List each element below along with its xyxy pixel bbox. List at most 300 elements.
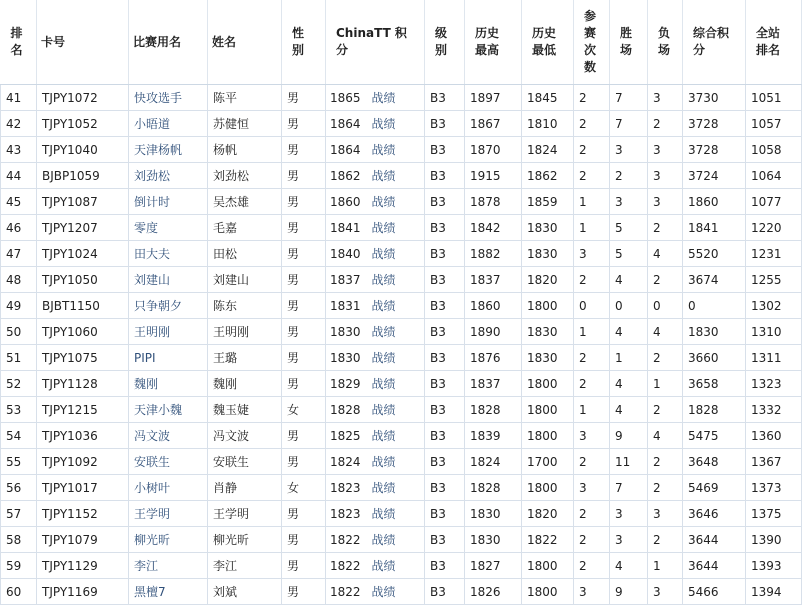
combined-score-cell: 3646 (683, 501, 746, 527)
matches-cell: 2 (574, 527, 610, 553)
wins-cell: 4 (610, 319, 648, 345)
gender-cell: 男 (282, 553, 326, 579)
gender-cell: 男 (282, 423, 326, 449)
hist-low-cell: 1830 (522, 241, 574, 267)
card-number-cell: TJPY1207 (37, 215, 129, 241)
matches-cell: 1 (574, 215, 610, 241)
wins-cell: 7 (610, 475, 648, 501)
gender-cell: 男 (282, 111, 326, 137)
level-cell: B3 (425, 553, 465, 579)
card-number-cell: TJPY1079 (37, 527, 129, 553)
table-body (1, 85, 802, 605)
score-cell (326, 111, 425, 137)
rank-cell: 47 (1, 241, 37, 267)
hist-high-cell: 1830 (465, 501, 522, 527)
site-rank-cell: 1360 (746, 423, 802, 449)
real-name-cell: 苏健恒 (208, 111, 282, 137)
score-value: 1822 (330, 559, 361, 573)
gender-cell: 男 (282, 527, 326, 553)
hist-low-cell: 1800 (522, 579, 574, 605)
rank-cell: 58 (1, 527, 37, 553)
hist-low-cell: 1800 (522, 553, 574, 579)
losses-cell: 4 (648, 319, 683, 345)
match-name-link[interactable]: 零度 (129, 215, 208, 241)
losses-cell: 2 (648, 527, 683, 553)
gender-cell: 女 (282, 397, 326, 423)
combined-score-cell: 5475 (683, 423, 746, 449)
table-row (1, 371, 802, 397)
matches-cell: 2 (574, 85, 610, 111)
site-rank-cell: 1332 (746, 397, 802, 423)
hist-high-cell: 1837 (465, 371, 522, 397)
gender-cell: 男 (282, 189, 326, 215)
hist-high-cell: 1826 (465, 579, 522, 605)
record-link[interactable]: 战绩 (371, 143, 396, 157)
losses-cell: 2 (648, 449, 683, 475)
table-row (1, 527, 802, 553)
hist-high-cell: 1830 (465, 527, 522, 553)
header-match-name: 比赛用名 (129, 0, 208, 85)
record-link[interactable]: 战绩 (371, 351, 396, 365)
losses-cell: 4 (648, 423, 683, 449)
header-wins: 胜 场 (610, 0, 648, 85)
match-name-link[interactable]: 天津小魏 (129, 397, 208, 423)
table-header (1, 0, 802, 85)
table-row (1, 475, 802, 501)
real-name-cell: 魏玉婕 (208, 397, 282, 423)
record-link[interactable]: 战绩 (371, 117, 396, 131)
level-cell: B3 (425, 449, 465, 475)
gender-cell: 男 (282, 319, 326, 345)
hist-high-cell: 1837 (465, 267, 522, 293)
hist-high-cell: 1839 (465, 423, 522, 449)
losses-cell: 2 (648, 397, 683, 423)
site-rank-cell: 1323 (746, 371, 802, 397)
card-number-cell: BJBT1150 (37, 293, 129, 319)
site-rank-cell: 1375 (746, 501, 802, 527)
combined-score-cell: 3724 (683, 163, 746, 189)
level-cell: B3 (425, 111, 465, 137)
record-link[interactable]: 战绩 (371, 403, 396, 417)
real-name-cell: 刘建山 (208, 267, 282, 293)
wins-cell: 3 (610, 501, 648, 527)
matches-cell: 2 (574, 449, 610, 475)
losses-cell: 1 (648, 371, 683, 397)
hist-low-cell: 1820 (522, 501, 574, 527)
combined-score-cell: 5466 (683, 579, 746, 605)
site-rank-cell: 1310 (746, 319, 802, 345)
gender-cell: 男 (282, 579, 326, 605)
match-name-link[interactable]: 刘建山 (129, 267, 208, 293)
site-rank-cell: 1367 (746, 449, 802, 475)
hist-high-cell: 1890 (465, 319, 522, 345)
header-gender: 性 别 (282, 0, 326, 85)
wins-cell: 4 (610, 397, 648, 423)
rank-cell: 51 (1, 345, 37, 371)
wins-cell: 1 (610, 345, 648, 371)
combined-score-cell: 5520 (683, 241, 746, 267)
rank-cell: 41 (1, 85, 37, 111)
header-combined: 综合积 分 (683, 0, 746, 85)
level-cell: B3 (425, 527, 465, 553)
combined-score-cell: 3644 (683, 553, 746, 579)
hist-low-cell: 1800 (522, 475, 574, 501)
losses-cell: 3 (648, 85, 683, 111)
score-cell (326, 319, 425, 345)
matches-cell: 2 (574, 501, 610, 527)
score-value: 1830 (330, 325, 361, 339)
record-link[interactable]: 战绩 (371, 221, 396, 235)
combined-score-cell: 3728 (683, 137, 746, 163)
score-cell (326, 449, 425, 475)
header-rank: 排 名 (1, 0, 37, 85)
wins-cell: 4 (610, 267, 648, 293)
combined-score-cell: 3730 (683, 85, 746, 111)
match-name-link[interactable]: 田大夫 (129, 241, 208, 267)
real-name-cell: 王学明 (208, 501, 282, 527)
match-name-link[interactable]: 小晤道 (129, 111, 208, 137)
rank-cell: 49 (1, 293, 37, 319)
real-name-cell: 冯文波 (208, 423, 282, 449)
combined-score-cell: 1860 (683, 189, 746, 215)
level-cell: B3 (425, 345, 465, 371)
gender-cell: 男 (282, 85, 326, 111)
losses-cell: 2 (648, 475, 683, 501)
card-number-cell: TJPY1092 (37, 449, 129, 475)
gender-cell: 男 (282, 501, 326, 527)
record-link[interactable]: 战绩 (371, 377, 396, 391)
table-row (1, 501, 802, 527)
level-cell: B3 (425, 397, 465, 423)
real-name-cell: 吴杰雄 (208, 189, 282, 215)
record-link[interactable]: 战绩 (371, 455, 396, 469)
rank-cell: 43 (1, 137, 37, 163)
hist-high-cell: 1870 (465, 137, 522, 163)
score-cell (326, 215, 425, 241)
match-name-link[interactable]: 冯文波 (129, 423, 208, 449)
table-row (1, 189, 802, 215)
losses-cell: 3 (648, 501, 683, 527)
real-name-cell: 刘劲松 (208, 163, 282, 189)
matches-cell: 1 (574, 319, 610, 345)
hist-low-cell: 1830 (522, 215, 574, 241)
matches-cell: 2 (574, 111, 610, 137)
table-row (1, 397, 802, 423)
site-rank-cell: 1058 (746, 137, 802, 163)
losses-cell: 2 (648, 345, 683, 371)
level-cell: B3 (425, 189, 465, 215)
site-rank-cell: 1302 (746, 293, 802, 319)
hist-high-cell: 1828 (465, 397, 522, 423)
table-row (1, 111, 802, 137)
combined-score-cell: 3658 (683, 371, 746, 397)
card-number-cell: TJPY1128 (37, 371, 129, 397)
wins-cell: 3 (610, 189, 648, 215)
score-value: 1840 (330, 247, 361, 261)
record-link[interactable]: 战绩 (371, 247, 396, 261)
record-link[interactable]: 战绩 (371, 507, 396, 521)
level-cell: B3 (425, 137, 465, 163)
matches-cell: 2 (574, 137, 610, 163)
losses-cell: 2 (648, 111, 683, 137)
hist-low-cell: 1800 (522, 397, 574, 423)
site-rank-cell: 1311 (746, 345, 802, 371)
hist-low-cell: 1820 (522, 267, 574, 293)
record-link[interactable]: 战绩 (371, 559, 396, 573)
combined-score-cell: 3660 (683, 345, 746, 371)
score-value: 1822 (330, 585, 361, 599)
record-link[interactable]: 战绩 (371, 195, 396, 209)
card-number-cell: TJPY1024 (37, 241, 129, 267)
wins-cell: 2 (610, 163, 648, 189)
site-rank-cell: 1393 (746, 553, 802, 579)
level-cell: B3 (425, 475, 465, 501)
combined-score-cell: 3674 (683, 267, 746, 293)
matches-cell: 2 (574, 345, 610, 371)
wins-cell: 9 (610, 423, 648, 449)
hist-high-cell: 1827 (465, 553, 522, 579)
real-name-cell: 王璐 (208, 345, 282, 371)
level-cell: B3 (425, 319, 465, 345)
wins-cell: 7 (610, 111, 648, 137)
score-value: 1824 (330, 455, 361, 469)
real-name-cell: 安联生 (208, 449, 282, 475)
rank-cell: 44 (1, 163, 37, 189)
table-row (1, 579, 802, 605)
combined-score-cell: 3728 (683, 111, 746, 137)
score-cell (326, 553, 425, 579)
gender-cell: 男 (282, 371, 326, 397)
rank-cell: 46 (1, 215, 37, 241)
rank-cell: 59 (1, 553, 37, 579)
site-rank-cell: 1064 (746, 163, 802, 189)
score-cell (326, 241, 425, 267)
hist-high-cell: 1897 (465, 85, 522, 111)
matches-cell: 2 (574, 371, 610, 397)
record-link[interactable]: 战绩 (371, 273, 396, 287)
table-row (1, 319, 802, 345)
record-link[interactable]: 战绩 (371, 325, 396, 339)
hist-high-cell: 1876 (465, 345, 522, 371)
losses-cell: 2 (648, 267, 683, 293)
score-value: 1823 (330, 481, 361, 495)
rank-cell: 45 (1, 189, 37, 215)
match-name-link[interactable]: 天津杨帆 (129, 137, 208, 163)
real-name-cell: 陈东 (208, 293, 282, 319)
real-name-cell: 魏刚 (208, 371, 282, 397)
card-number-cell: TJPY1169 (37, 579, 129, 605)
combined-score-cell: 3648 (683, 449, 746, 475)
hist-high-cell: 1842 (465, 215, 522, 241)
combined-score-cell: 0 (683, 293, 746, 319)
level-cell: B3 (425, 215, 465, 241)
wins-cell: 11 (610, 449, 648, 475)
record-link[interactable]: 战绩 (371, 533, 396, 547)
score-value: 1860 (330, 195, 361, 209)
site-rank-cell: 1390 (746, 527, 802, 553)
combined-score-cell: 1830 (683, 319, 746, 345)
table-row (1, 137, 802, 163)
score-value: 1823 (330, 507, 361, 521)
score-value: 1864 (330, 117, 361, 131)
level-cell: B3 (425, 267, 465, 293)
table-row (1, 345, 802, 371)
gender-cell: 男 (282, 137, 326, 163)
match-name-link[interactable]: 魏刚 (129, 371, 208, 397)
site-rank-cell: 1231 (746, 241, 802, 267)
score-cell (326, 475, 425, 501)
hist-high-cell: 1860 (465, 293, 522, 319)
score-value: 1841 (330, 221, 361, 235)
score-cell (326, 579, 425, 605)
losses-cell: 0 (648, 293, 683, 319)
match-name-link[interactable]: 快攻选手 (129, 85, 208, 111)
matches-cell: 1 (574, 397, 610, 423)
card-number-cell: TJPY1075 (37, 345, 129, 371)
header-hist-high: 历史 最高 (465, 0, 522, 85)
rank-cell: 57 (1, 501, 37, 527)
wins-cell: 5 (610, 215, 648, 241)
match-name-link[interactable]: 只争朝夕 (129, 293, 208, 319)
score-cell (326, 85, 425, 111)
match-name-link[interactable]: 安联生 (129, 449, 208, 475)
real-name-cell: 陈平 (208, 85, 282, 111)
header-real-name: 姓名 (208, 0, 282, 85)
match-name-link[interactable]: 刘劲松 (129, 163, 208, 189)
rank-cell: 55 (1, 449, 37, 475)
matches-cell: 3 (574, 579, 610, 605)
real-name-cell: 李江 (208, 553, 282, 579)
matches-cell: 0 (574, 293, 610, 319)
matches-cell: 2 (574, 553, 610, 579)
table-row (1, 449, 802, 475)
level-cell: B3 (425, 579, 465, 605)
header-row (1, 0, 802, 85)
wins-cell: 4 (610, 553, 648, 579)
level-cell: B3 (425, 423, 465, 449)
losses-cell: 3 (648, 163, 683, 189)
record-link[interactable]: 战绩 (371, 481, 396, 495)
hist-low-cell: 1862 (522, 163, 574, 189)
score-cell (326, 189, 425, 215)
gender-cell: 男 (282, 345, 326, 371)
gender-cell: 男 (282, 163, 326, 189)
site-rank-cell: 1057 (746, 111, 802, 137)
record-link[interactable]: 战绩 (371, 169, 396, 183)
match-name-link[interactable]: PIPI (129, 345, 208, 371)
hist-high-cell: 1824 (465, 449, 522, 475)
wins-cell: 5 (610, 241, 648, 267)
matches-cell: 3 (574, 423, 610, 449)
card-number-cell: TJPY1072 (37, 85, 129, 111)
matches-cell: 2 (574, 163, 610, 189)
real-name-cell: 王明刚 (208, 319, 282, 345)
table-row (1, 163, 802, 189)
wins-cell: 3 (610, 527, 648, 553)
wins-cell: 9 (610, 579, 648, 605)
matches-cell: 3 (574, 475, 610, 501)
hist-high-cell: 1867 (465, 111, 522, 137)
header-level: 级 别 (425, 0, 465, 85)
hist-low-cell: 1845 (522, 85, 574, 111)
card-number-cell: TJPY1052 (37, 111, 129, 137)
score-value: 1828 (330, 403, 361, 417)
hist-low-cell: 1830 (522, 319, 574, 345)
combined-score-cell: 5469 (683, 475, 746, 501)
record-link[interactable]: 战绩 (371, 585, 396, 599)
table-row (1, 293, 802, 319)
real-name-cell: 杨帆 (208, 137, 282, 163)
gender-cell: 男 (282, 449, 326, 475)
hist-low-cell: 1824 (522, 137, 574, 163)
match-name-link[interactable]: 柳光昕 (129, 527, 208, 553)
table-row (1, 215, 802, 241)
card-number-cell: TJPY1050 (37, 267, 129, 293)
combined-score-cell: 1828 (683, 397, 746, 423)
hist-low-cell: 1830 (522, 345, 574, 371)
match-name-link[interactable]: 李江 (129, 553, 208, 579)
site-rank-cell: 1077 (746, 189, 802, 215)
level-cell: B3 (425, 501, 465, 527)
header-hist-low: 历史 最低 (522, 0, 574, 85)
score-value: 1829 (330, 377, 361, 391)
gender-cell: 女 (282, 475, 326, 501)
card-number-cell: TJPY1087 (37, 189, 129, 215)
card-number-cell: TJPY1036 (37, 423, 129, 449)
table-row (1, 267, 802, 293)
gender-cell: 男 (282, 215, 326, 241)
score-value: 1837 (330, 273, 361, 287)
level-cell: B3 (425, 85, 465, 111)
record-link[interactable]: 战绩 (371, 429, 396, 443)
card-number-cell: TJPY1040 (37, 137, 129, 163)
card-number-cell: TJPY1060 (37, 319, 129, 345)
record-link[interactable]: 战绩 (371, 299, 396, 313)
rank-cell: 60 (1, 579, 37, 605)
record-link[interactable]: 战绩 (371, 91, 396, 105)
score-value: 1825 (330, 429, 361, 443)
match-name-link[interactable]: 倒计时 (129, 189, 208, 215)
hist-low-cell: 1810 (522, 111, 574, 137)
card-number-cell: TJPY1017 (37, 475, 129, 501)
site-rank-cell: 1051 (746, 85, 802, 111)
wins-cell: 4 (610, 371, 648, 397)
score-value: 1865 (330, 91, 361, 105)
losses-cell: 1 (648, 553, 683, 579)
match-name-link[interactable]: 黑檀7 (129, 579, 208, 605)
table-row (1, 85, 802, 111)
losses-cell: 3 (648, 189, 683, 215)
match-name-link[interactable]: 小树叶 (129, 475, 208, 501)
match-name-link[interactable]: 王学明 (129, 501, 208, 527)
hist-low-cell: 1800 (522, 371, 574, 397)
real-name-cell: 田松 (208, 241, 282, 267)
matches-cell: 2 (574, 267, 610, 293)
header-card: 卡号 (37, 0, 129, 85)
score-cell (326, 371, 425, 397)
site-rank-cell: 1394 (746, 579, 802, 605)
level-cell: B3 (425, 241, 465, 267)
table-row (1, 553, 802, 579)
hist-low-cell: 1859 (522, 189, 574, 215)
match-name-link[interactable]: 王明刚 (129, 319, 208, 345)
score-cell (326, 163, 425, 189)
rank-cell: 42 (1, 111, 37, 137)
table-row (1, 241, 802, 267)
real-name-cell: 柳光昕 (208, 527, 282, 553)
level-cell: B3 (425, 163, 465, 189)
score-value: 1864 (330, 143, 361, 157)
